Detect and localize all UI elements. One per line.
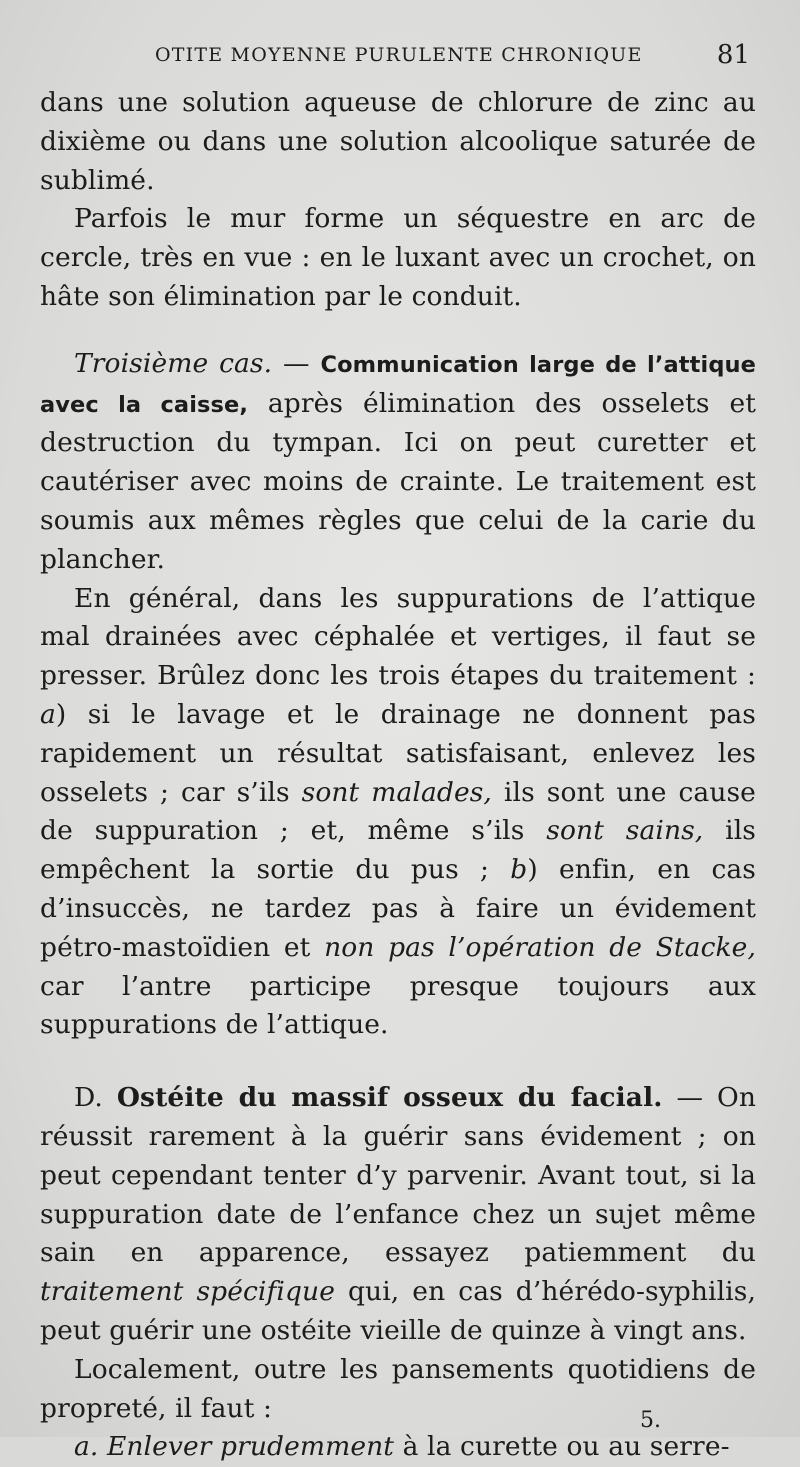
paragraph-item-a bbox=[40, 1428, 756, 1467]
paragraph-en-general bbox=[40, 580, 756, 1046]
em-dash: — bbox=[272, 347, 321, 379]
italic-run: a. Enlever prudemment bbox=[74, 1431, 395, 1463]
italic-run: traitement spécifique bbox=[40, 1276, 335, 1308]
text-run: car l’antre participe presque toujours aux suppurations de l’attique. bbox=[40, 970, 756, 1041]
italic-run: sont sains, bbox=[546, 815, 704, 847]
paragraph-3-text: après élimination des osselets et destruction du tympan. Ici on peut curetter et cautériser avec moins de crainte. Le traitement est soumis aux mêmes règles que celui de la carie du plancher. bbox=[40, 387, 756, 575]
section-label: D. bbox=[74, 1082, 103, 1114]
text-run: qui, en cas d’hérédo-syphilis, peut guérir une ostéite vieille de quinze à vingt ans. bbox=[40, 1276, 756, 1346]
paragraph-troisieme-cas bbox=[40, 345, 756, 580]
paragraph-1 bbox=[40, 84, 756, 200]
running-head bbox=[40, 40, 756, 84]
paragraph-2 bbox=[40, 200, 756, 316]
text-run: — On réussit rarement à la guérir sans évidement ; on peut cependant tenter d’y parvenir. Avant tout, si la suppuration date de l’enfance chez un sujet même sain en apparence, essayez patiemment du bbox=[40, 1082, 757, 1269]
running-title: OTITE MOYENNE PURULENTE CHRONIQUE bbox=[155, 44, 643, 66]
page-number: 81 bbox=[716, 40, 750, 70]
text-run: ils sont une cause de suppuration ; et, même s’ils bbox=[40, 776, 756, 847]
case-heading: Troisième cas. bbox=[74, 347, 273, 379]
italic-run: non pas l’opération de Stacke, bbox=[324, 931, 756, 963]
section-heading: Ostéite du massif osseux du facial. bbox=[116, 1082, 663, 1114]
paragraph-2-text: Parfois le mur forme un séquestre en arc de cercle, très en vue : en le luxant avec un crochet, on hâte son élimination par le conduit. bbox=[40, 203, 756, 312]
italic-run: sont malades, bbox=[301, 776, 492, 808]
bold-heading: Communication large de l’attique avec la caisse, bbox=[40, 351, 756, 418]
list-marker: b bbox=[510, 854, 528, 886]
section-d-paragraph bbox=[40, 1079, 756, 1351]
text-run: ils empêchent la sortie du pus ; bbox=[40, 815, 756, 886]
text-run: ) si le lavage et le drainage ne donnent pas rapidement un résultat satisfaisant, enlevez les osselets ; car s’ils bbox=[40, 698, 756, 808]
text-run: Localement, outre les pansements quotidiens de propreté, il faut : bbox=[40, 1353, 756, 1424]
text-run: à la curette ou au serre- bbox=[394, 1431, 730, 1463]
signature-mark: 5. bbox=[640, 1408, 661, 1433]
text-run: ) enfin, en cas d’insuccès, ne tardez pas à faire un évidement pétro-mastoïdien et bbox=[40, 854, 756, 963]
text-run: En général, dans les suppurations de l’attique mal drainées avec céphalée et vertiges, il faut se presser. Brûlez donc les trois étapes du traitement : bbox=[40, 582, 756, 692]
list-marker: a bbox=[40, 698, 56, 730]
paragraph-1-text: dans une solution aqueuse de chlorure de zinc au dixième ou dans une solution alcoolique saturée de sublimé. bbox=[40, 87, 756, 196]
